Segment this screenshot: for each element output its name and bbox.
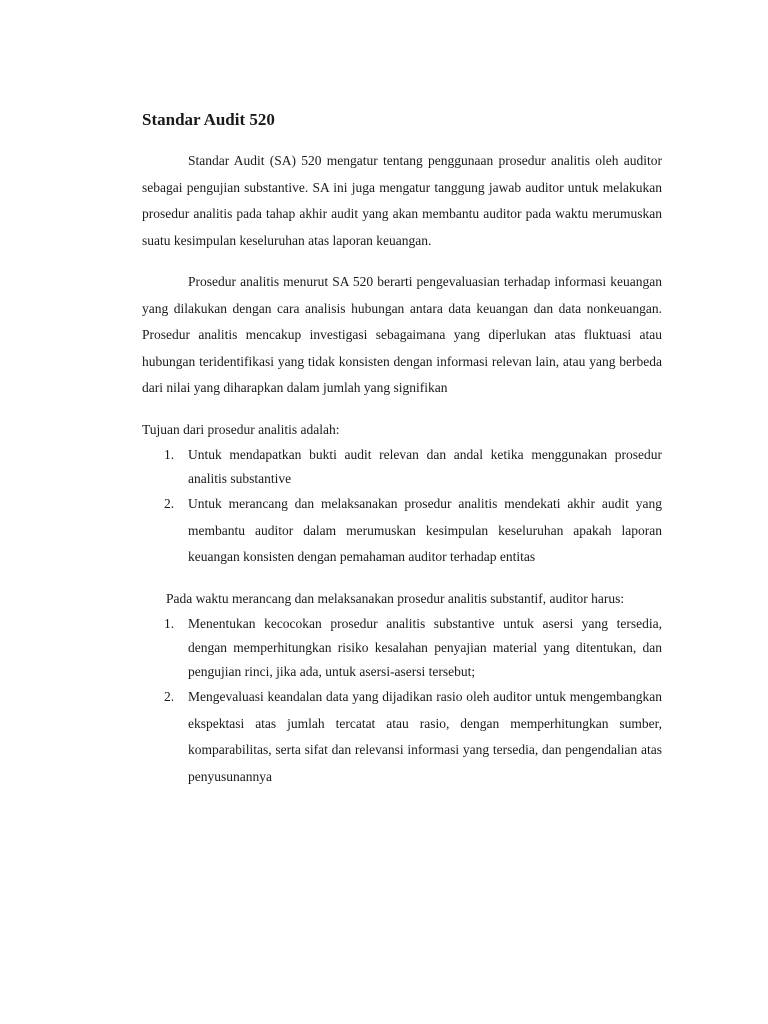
design-list	[142, 612, 662, 790]
list-item	[142, 443, 662, 491]
paragraph-definition: Prosedur analitis menurut SA 520 berarti pengevaluasian terhadap informasi keuangan yang dilakukan dengan cara analisis hubungan antara data keuangan dan data nonkeuangan. Prosedur analitis mencakup investigasi sebagaimana yang diperlukan atas fluktuasi atau hubungan teridentifikasi yang tidak konsisten dengan informasi relevan lain, atau yang berbeda dari nilai yang diharapkan dalam jumlah yang signifikan	[142, 274, 662, 395]
list-item	[142, 612, 662, 684]
purpose-list	[142, 443, 662, 571]
document-title: Standar Audit 520	[142, 110, 275, 129]
list-number: 2.	[164, 689, 175, 704]
list-item-text: Untuk mendapatkan bukti audit relevan dan andal ketika menggunakan prosedur analitis substantive	[188, 447, 662, 486]
list-number: 1.	[164, 616, 175, 631]
paragraph-intro: Standar Audit (SA) 520 mengatur tentang penggunaan prosedur analitis oleh auditor sebagai pengujian substantive. SA ini juga mengatur tanggung jawab auditor untuk melakukan prosedur analitis pada tahap akhir audit yang akan membantu auditor pada waktu merumuskan suatu kesimpulan keseluruhan atas laporan keuangan.	[142, 153, 662, 248]
purpose-heading: Tujuan dari prosedur analitis adalah:	[142, 421, 340, 437]
list-item-text: Untuk merancang dan melaksanakan prosedur analitis mendekati akhir audit yang membantu auditor dalam merumuskan kesimpulan keseluruhan apakah laporan keuangan konsisten dengan pemahaman auditor terhadap entitas	[188, 496, 662, 564]
paragraph-design: Pada waktu merancang dan melaksanakan prosedur analitis substantif, auditor harus:	[166, 590, 625, 606]
list-number: 2.	[164, 496, 175, 511]
list-number: 1.	[164, 447, 175, 462]
list-item-text: Mengevaluasi keandalan data yang dijadikan rasio oleh auditor untuk mengembangkan ekspektasi atas jumlah tercatat atau rasio, dengan memperhitungkan sumber, komparabilitas, serta sifat dan relevansi informasi yang tersedia, dan pengendalian atas penyusunannya	[188, 689, 662, 784]
list-item-text: Menentukan kecocokan prosedur analitis substantive untuk asersi yang tersedia, dengan memperhitungkan risiko kesalahan penyajian material yang ditentukan, dan pengujian rinci, jika ada, untuk asersi-asersi tersebut;	[188, 616, 662, 679]
list-item	[142, 684, 662, 790]
list-item	[142, 491, 662, 571]
